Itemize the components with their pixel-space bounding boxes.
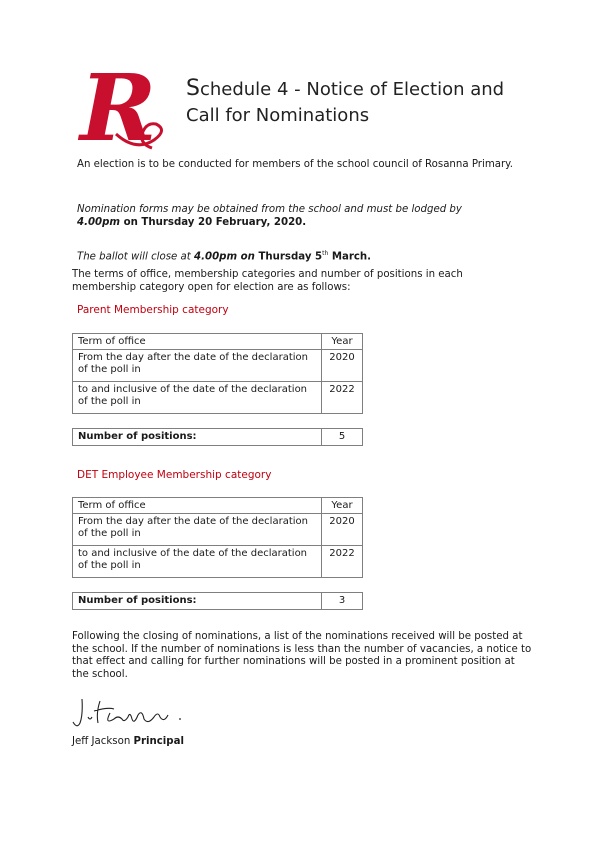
signer-name: Jeff Jackson [72,736,131,747]
positions-label: Number of positions: [73,429,322,446]
ballot-text: The ballot will close at [77,251,195,263]
term-cell: to and inclusive of the date of the declaration of the poll in [73,546,322,578]
positions-count: 5 [322,429,363,446]
parent-term-table [72,333,363,414]
col-term-of-office: Term of office [73,334,322,350]
table-row [73,514,363,546]
term-cell: to and inclusive of the date of the declaration of the poll in [73,382,322,414]
ballot-time: 4.00pm [194,251,238,263]
signer-line [72,736,184,749]
table-header-row [73,498,363,514]
ballot-day: Thursday 5 [258,251,323,263]
signature-image [70,695,185,731]
title-line1: chedule 4 - Notice of Election and [199,79,505,100]
terms-intro: The terms of office, membership categories and number of positions in each membership category open for election are as follows: [72,269,463,293]
closing-paragraph: Following the closing of nominations, a list of the nominations received will be posted at the school. If the number of nominations is less than the number of vacancies, a notice to that effect and calling for further nominations will be posted in a prominent position at the school. [72,631,532,680]
table-row [73,350,363,382]
term-cell: From the day after the date of the declaration of the poll in [73,514,322,546]
nomination-text: Nomination forms may be obtained from the school and must be lodged by [77,204,462,215]
positions-label: Number of positions: [73,593,322,610]
positions-count: 3 [322,593,363,610]
ballot-on: on [237,251,259,263]
year-cell: 2020 [322,350,363,382]
table-header-row [73,334,363,350]
parent-positions-table [72,428,363,446]
signer-role: Principal [133,736,184,747]
col-term-of-office: Term of office [73,498,322,514]
table-row [73,382,363,414]
page-title [186,76,504,129]
svg-text:R: R [80,64,157,152]
parent-category-heading: Parent Membership category [77,304,229,316]
ballot-paragraph [77,248,497,264]
nomination-date: Thursday 20 February, 2020. [141,216,307,228]
term-cell: From the day after the date of the declaration of the poll in [73,350,322,382]
intro-paragraph: An election is to be conducted for members of the school council of Rosanna Primary. [77,159,513,170]
nomination-paragraph [77,204,497,229]
ballot-month: March. [328,251,372,263]
col-year: Year [322,498,363,514]
school-logo [76,64,168,152]
det-term-table [72,497,363,578]
year-cell: 2022 [322,382,363,414]
det-positions-table [72,592,363,610]
nomination-on: on [120,216,142,228]
col-year: Year [322,334,363,350]
year-cell: 2022 [322,546,363,578]
title-first-letter: S [186,76,200,101]
title-line2: Call for Nominations [186,105,370,126]
year-cell: 2020 [322,514,363,546]
nomination-time: 4.00pm [77,216,121,228]
ballot-day-suffix: th [322,250,329,257]
table-row [73,546,363,578]
det-category-heading: DET Employee Membership category [77,469,272,481]
